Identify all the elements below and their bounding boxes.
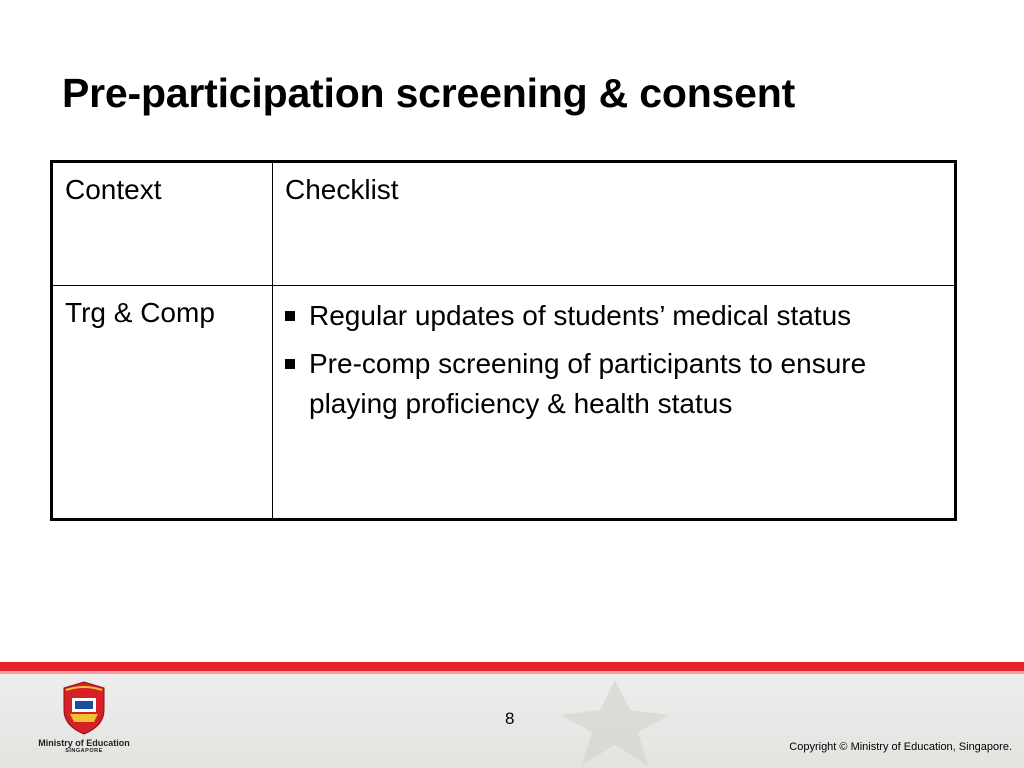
bullet-item: [285, 344, 942, 424]
checklist-table: [50, 160, 957, 521]
row-checklist-cell: [273, 286, 956, 520]
slide-footer: [0, 662, 1024, 768]
bullet-item: [285, 296, 942, 336]
bullet-text: Regular updates of students’ medical status: [309, 300, 852, 331]
footer-accent-bar: [0, 662, 1024, 671]
header-checklist: Checklist: [273, 162, 956, 286]
moe-crest-icon: [36, 680, 132, 738]
square-bullet-icon: [285, 359, 295, 369]
slide-title: Pre-participation screening & consent: [62, 70, 796, 116]
logo-subname: SINGAPORE: [65, 748, 103, 754]
square-bullet-icon: [285, 311, 295, 321]
logo-name: Ministry of Education: [38, 738, 130, 748]
table-header-row: [52, 162, 956, 286]
page-number: 8: [505, 709, 515, 728]
starfish-watermark-icon: [520, 670, 720, 768]
table-row: [52, 286, 956, 520]
copyright-text: Copyright © Ministry of Education, Singapore.: [789, 741, 1012, 753]
moe-logo: [36, 680, 132, 762]
checklist-bullets: [285, 296, 942, 424]
row-context-cell: Trg & Comp: [52, 286, 273, 520]
footer-accent-line: [0, 671, 1024, 674]
bullet-text: Pre-comp screening of participants to ensure playing proficiency & health status: [309, 348, 867, 419]
logo-caption: [36, 738, 132, 754]
header-context: Context: [52, 162, 273, 286]
